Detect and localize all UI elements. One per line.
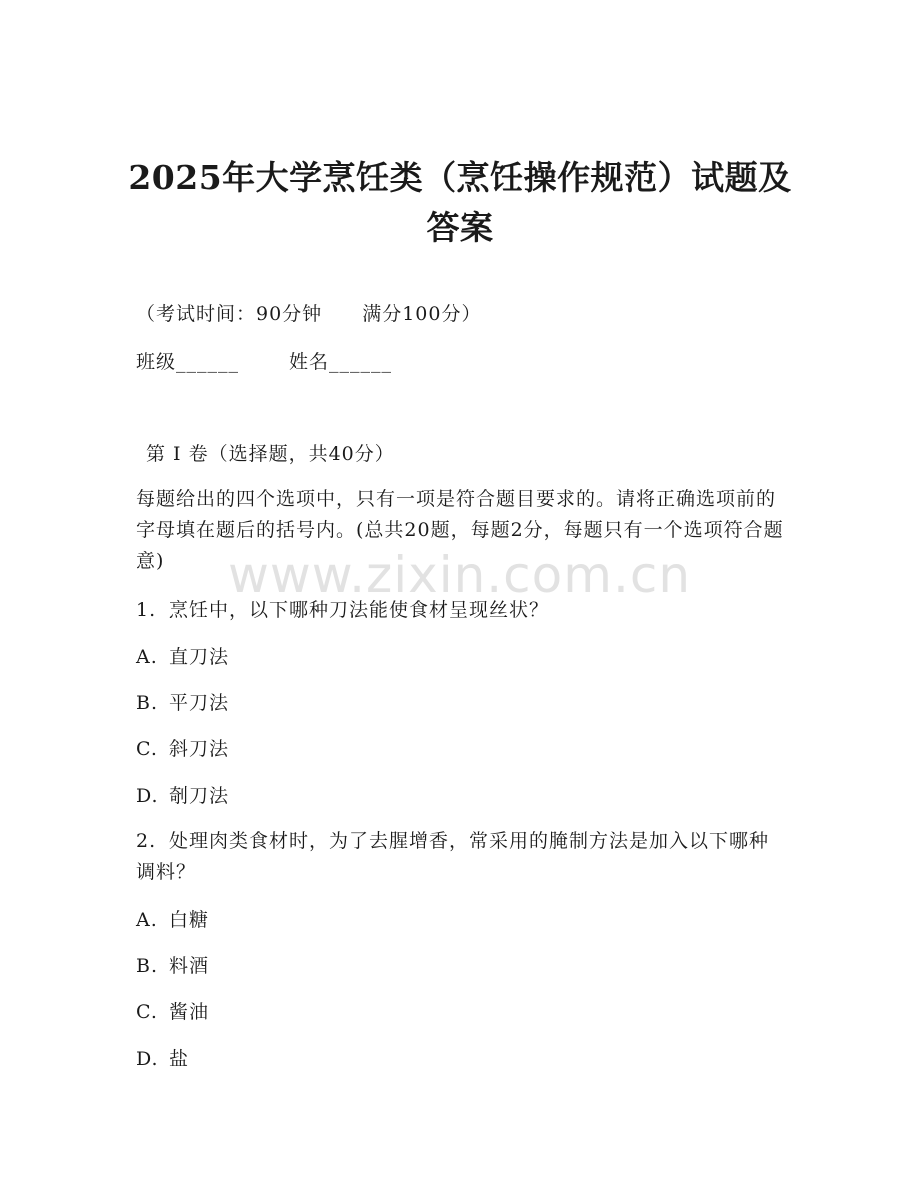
option-text: 酱油 [169,1001,210,1023]
exam-time: （考试时间：90分钟 [136,303,323,325]
document-title-line2: 答案 [426,208,494,247]
document-title-line1: 2025年大学烹饪类（烹饪操作规范）试题及 [128,158,792,197]
question-2-option-a [136,907,209,933]
question-2-option-c [136,999,209,1025]
option-text: 直刀法 [169,646,230,668]
question-number: 1. [136,599,157,621]
class-field: 班级______ [136,351,240,373]
question-2 [136,826,786,888]
option-letter: D. [136,785,159,807]
option-letter: C. [136,738,158,760]
option-text: 料酒 [169,955,210,977]
full-score: 满分100分） [362,303,482,325]
question-1-option-c [136,736,229,762]
option-letter: C. [136,1001,158,1023]
question-1-option-b [136,690,229,716]
question-1-option-a [136,644,229,670]
option-letter: B. [136,955,159,977]
option-text: 剞刀法 [169,785,230,807]
question-number: 2. [136,830,157,852]
question-1 [136,597,549,623]
question-text: 烹饪中，以下哪种刀法能使食材呈现丝状？ [169,599,550,621]
option-letter: A. [136,909,158,931]
exam-info [136,301,481,327]
question-text: 处理肉类食材时，为了去腥增香，常采用的腌制方法是加入以下哪种调料？ [136,830,770,883]
option-letter: B. [136,692,159,714]
name-field: 姓名______ [289,351,393,373]
option-letter: A. [136,646,158,668]
question-2-option-d [136,1046,189,1072]
option-text: 平刀法 [169,692,230,714]
option-text: 白糖 [169,909,210,931]
option-text: 盐 [169,1048,190,1070]
section-title: 第 I 卷（选择题，共40分） [146,443,395,465]
question-2-option-b [136,953,209,979]
option-text: 斜刀法 [169,738,230,760]
question-1-option-d [136,783,229,809]
instructions: 每题给出的四个选项中，只有一项是符合题目要求的。请将正确选项前的字母填在题后的括号内。(总共20题，每题2分，每题只有一个选项符合题意) [136,488,784,572]
watermark: www.zixin.com.cn [228,546,692,604]
student-info [136,349,392,375]
option-letter: D. [136,1048,159,1070]
